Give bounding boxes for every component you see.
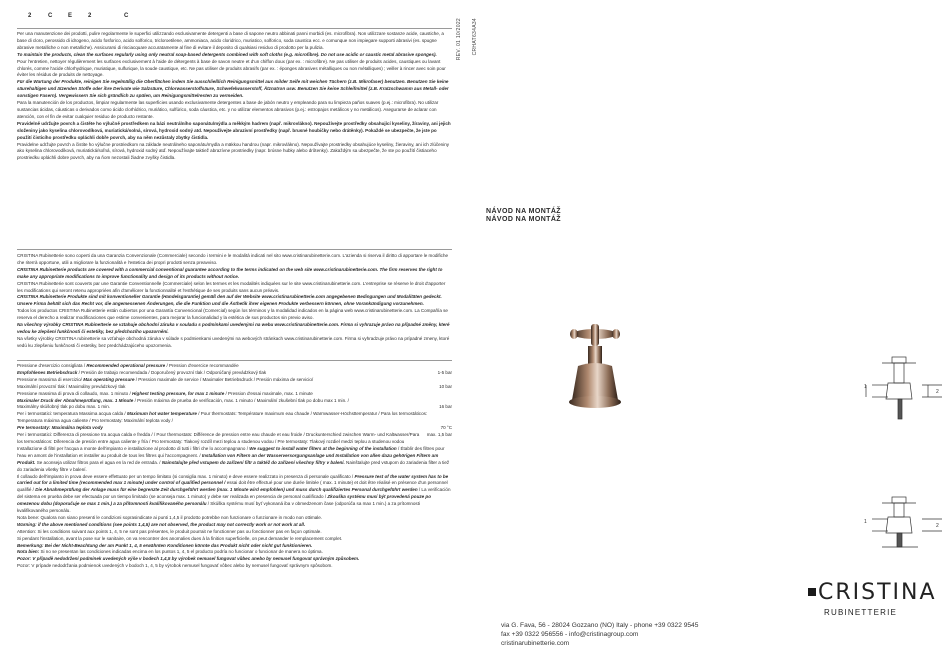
spec-row — [17, 404, 452, 411]
spec-row — [17, 398, 452, 405]
spec-text-tail: / Pression d'essai maximale, max. 1 minute — [224, 390, 313, 396]
logo-square-icon — [808, 588, 816, 596]
title-line-1: NÁVOD NA MONTÁŽ — [486, 208, 561, 215]
spec-text-tail: / Pression maximale de service / Maximaler Betriebsdruck / Presión máxima de servicio/ — [134, 376, 314, 382]
install-fr: / Établir des filtres pour l'eau en amont de l'installation et installer au produit de tous les filtres qui l'accompagnent. / — [17, 445, 445, 458]
note-es: Si no se presentan las condiciones indicadas encima en los puntos 1, 4, 5 el producto podría no funcionar o funcionar de manera no óptima. — [40, 549, 323, 555]
spec-text: Maximální provozní tlak / Maximálny prevádzkový tlak — [17, 383, 126, 389]
note-cz: Pozor: V případě nedodržení podmínek uvedených výše v bodech 1,4,5 by výrobek nemusel fungovat vůbec anebo by nemusel fungovat správným způsobem. — [17, 556, 360, 562]
cleaning-en: To maintain the products, clean the surfaces regularly using only neutral soap-based detergents combined with soft cloths (e.g. microfibre). Do not use acidic or caustic metal abrasive sponges). — [17, 51, 437, 57]
spec-row — [17, 432, 452, 446]
spec-label — [17, 377, 448, 384]
note-it: Nota bene: Qualora non siano presenti le condizioni soprasindicate ai punti 1,4,5 il prodotto potrebbe non funzionare o funzionare in modo non ottimale. — [17, 514, 323, 520]
handle-cross — [570, 324, 620, 346]
install-it: Installazione di filtri per l'acqua a monte dell'impianto e installazione al prodotto di tutti i filtri che lo accompagnano / — [17, 445, 248, 451]
header-mark: C — [48, 13, 53, 19]
test-fr: essai doit être effectué pour une durée limitée ( max. 1 minute) et doit être réalisé en présence d'un personnel qualifié / — [17, 480, 448, 493]
test-block — [17, 474, 452, 515]
contact-block — [501, 621, 698, 648]
spec-label — [17, 370, 434, 377]
note-fr: Attention: Si les conditions suivant aux points 1, 4, 5 ne sont pas présentes, le produit pourrait ne fonctionner pas ou fonctionner pas en façon optimale. — [17, 528, 322, 534]
header-mark: E — [68, 13, 73, 19]
spec-text-tail: / Pour thermostats: Température maximum eau chaude / Warmwasser-Höchsttemperatur / Para los termostáticos: Temperatura máxima agua caliente / Pro termostaty: Maximální teplota vody / — [17, 411, 428, 424]
spec-text-tail: / Pression d'exercice recommandée — [165, 363, 239, 368]
spec-text-tail: / Pour thermostats: Différence de pression entre eau chaude et eau froide / Druckunterschied zwischen Warm- und Kaltwasser/Para los termostáticos: Diferencia de presión entre agua caliente y fría / Pro termostaty: Tlakový rozdíl mezi teplou a studenou vodou / Pre termostaty: Tlakový rozdiel medzi teplou a studenou vodou — [17, 432, 420, 444]
install-en: We suggest to install water filters at the beginning of the installation — [249, 445, 397, 451]
spec-label — [17, 425, 437, 432]
revision-label: REV. 01 10/2022 — [456, 18, 462, 61]
warranty-it: CRISTINA Rubinetterie sono coperti da una Garanzia Convenzionale (Commerciale) secondo i termini e le modalità indicati nel sito www.cristinarubinetterie.com. L'azienda si riserva il diritto di apportare le modifiche che riterrà opportune, utili a migliorare la funzionalità e l'estetica dei propri prodotti senza preavviso. — [17, 253, 449, 265]
spec-row — [17, 377, 452, 384]
warranty-sk: Na všetky výrobky CRISTINA rubinetterie sa vzťahuje obchodná záruka v súlade s podmienkami uvedenými na webových stránkach www.cristinarubinetterie.com. Firma si vyhradzuje právo na prípadné zmeny, ktoré vedú ku zlepšeniu funkčnosti či estetiky, bez predchádzajúceho upozornenia. — [17, 335, 450, 348]
warranty-de: CRISTINA Rubinetterie Produkte sind mit konventioneller Garantie (Handelsgarantie) gemäß den auf der Website www.cristinarubinetterie.com angegebenen Bedingungen und Modalitäten gedeckt. Unsere Firma behält sich das Recht vor, die angemessenen Änderungen, die die Funktion und die Ästhetik ihrer eigenen Produkte verbessern können, ohne Vorankündigung vorzunehmen. — [17, 294, 442, 307]
brand-subtitle: RUBINETTERIE — [824, 608, 898, 617]
header-mark: 2 — [28, 13, 32, 19]
spec-text-bold: Pre termostaty: Maximálna teplota vody — [17, 425, 103, 431]
spec-text: Pressione d'esercizio consigliata / — [17, 363, 87, 368]
install-de: Installation von Filtern an der Wasserversorgungsanlage und Installation von allen dazu gehörigen Filtern am Produkt. — [17, 452, 439, 465]
test-es: / La verificación del sistema en prueba debe ser efectuada por un tiempo limitado (se aconseja max. 1 minuto) y debe ser realizada en presencia de personal cualificado / — [17, 487, 451, 500]
spec-label — [17, 404, 435, 411]
spec-value — [448, 377, 452, 384]
divider — [17, 28, 452, 29]
divider — [17, 360, 452, 361]
cleaning-es: Para la manutención de los productos, limpiar regularmente las superficies usando exclusivamente detergentes a base de jabón neutro y empleando para su limpieza paños suaves (p.ej.: microfibra). No utilizar sustancias ácidas, cáusticas o derivados como ácido clorhídrico, muriático, sulfúrico, soda cáustica, etc. y no utilizar elementos abrasivos (p.ej.: estropajos metálicos y no metálicos). Asegurarse de aclarar con atención, con el fin de evitar cualquier residuo de producto restante. — [17, 100, 439, 119]
spec-text: Pressione massima di prova di collaudo, max. 1 minuto / — [17, 390, 132, 396]
contact-website[interactable]: cristinarubinetterie.com — [501, 640, 570, 647]
cleaning-de: Für die Wartung der Produkte, reinigen Sie regelmäßig die Oberflächen indem Sie ausschließlich Reinigungsmittel aus milder Seife mit weichen Tüchern (z.B. Mikrofaser) benutzen. Benutzen Sie keine säurehaltigen und ätzenden Stoffe oder ihre Derivate wie Salzsäure, Chlorwasserstoffsäure, Schwefelwasserstoff, Ätznatron usw. Benutzen Sie keine Schleifmittel (z.B. Kratzschwamm aus Metall- oder sonstigen Fasern). Vergewissern Sie sich gründlich zu spülen, um Reinigungsmittelresten zu vermeiden. — [17, 79, 449, 99]
spec-value: 10 bar — [439, 383, 452, 389]
spec-text-bold: Highest testing pressure, for max 1 minute — [132, 390, 225, 396]
dim-label: 2 — [936, 523, 939, 529]
spec-text: Maximálny skúšobný tlak po dobu max. 1 min. — [17, 404, 111, 410]
spec-row — [17, 384, 452, 391]
spec-text: Pressione massima di esercizio/ — [17, 376, 84, 382]
dim-label: 1 — [864, 519, 867, 525]
doc-header-marks — [28, 13, 144, 19]
warranty-section — [17, 253, 452, 350]
spec-text-tail: / Presión máxima de prueba de verificación, max. 1 minuto / Maximální zkušební tlak po dobu max 1 min. / — [133, 397, 349, 403]
warranty-es: Todos los productos CRISTINA Rubinetterie están cubiertos por una Garantía Convencional (Comercial) según los términos y la modalidad indicados en la página web www.cristinarubinetterie.com. La Compañía se reserva el derecho a realizar modificaciones que estime convenientes, para mejorar la funcionalidad y la estética de sus productos sin previo aviso. — [17, 308, 448, 321]
warranty-en: CRISTINA Rubinetterie products are covered with a commercial conventional guarantee according to the terms indicated on the web site www.cristinarubinetterie.com. The firm reserves the right to make any appropriate modifications to improve functionality and design of its products without notice. — [17, 266, 443, 279]
spec-text-bold: Maximum hot water temperature — [126, 411, 197, 417]
note-en: Warning: if the above mentioned conditions (see points 1,4,5) are not observed, the product may not correctly work or not work at all. — [17, 521, 306, 527]
spec-value: 70 °C — [440, 425, 452, 431]
note-fr2: Si pendant l'installation, avant la pose sur le sanitaire, on va rencontrer des anomalies dues à la finition superficielle, on peut demander le remplacement complet. — [17, 535, 343, 541]
install-es: Se aconseja utilizar filtros para el agua en la red de entrada. / — [36, 459, 161, 465]
note-sk: Pozor: V prípade nedodržania podmienok uvedených v bodoch 1, 4, 5 by výrobok nemusel fungovať vôbec alebo by nemusel fungovať správnym spôsobom. — [17, 563, 333, 569]
header-mark: C — [124, 13, 129, 19]
install-sk: Nainštalujte pred vstupom do zariadenia filter a tiež do zariadenia všetky filtre v balení. — [17, 459, 450, 472]
spec-label — [17, 398, 448, 405]
spec-label — [17, 411, 448, 425]
document-code: CRHAT634A34 — [472, 18, 478, 56]
spec-text: Per i termostatici: Differenza di pressione tra acqua calda e fredda / — [17, 432, 154, 438]
test-de: Die Abnahmeprüfung der Anlage muss für eine begrenzte Zeit durchgeführt werden (max. 1 Minute wird empfohlen) und muss durch qualifiziertes Personal durchgeführt werden — [35, 487, 418, 493]
spec-text-bold: Max operating pressure — [83, 376, 135, 382]
spec-row — [17, 425, 452, 432]
spec-row — [17, 370, 452, 377]
technical-drawing-bottom — [862, 495, 947, 565]
contact-address: via G. Fava, 56 - 28024 Gozzano (NO) Italy - phone +39 0322 9545 — [501, 622, 699, 629]
note-de: Bemerkung: Bei der Nicht-Beachtung der am Punkt 1, 4, 5 erwähnten Konditionen könnte das Produkt nicht oder nicht gut funktionieren. — [17, 542, 313, 548]
cleaning-cz: Pravidelně udržujte povrch a čistěte ho výlučně prostředkem na bázi neutrálního saponátu/mýdla a měkkým hadrem (např. mikrovlákno). Nepoužívejte prostředky obsahující kyseliny, žíraviny, ani jejich složeniny jako kyselina chlorovodíková, muriatická/solná, sírová, hydroxid sodný atd. Nepoužívejte abrazivní prostředky (např. brusné houbičky nebo drátěnky). Pokaždé se ubezpečte, že jste po použití čisticího prostředku opláchli dobře povrch, aby na něm nezůstaly zbytky čistidla. — [17, 120, 451, 140]
spec-value — [448, 398, 452, 405]
technical-drawing-top — [862, 355, 947, 430]
spec-label — [17, 391, 448, 398]
spec-text-bold: Maximaler Druck der Abnahmeprüfung, max. 1 Minute — [17, 397, 134, 403]
spec-value: 1-5 bar — [437, 369, 452, 375]
spec-text: Per i termostatici: temperatura Massima acqua calda / — [17, 411, 127, 417]
dim-label: 1 — [864, 384, 867, 390]
spec-value: 16 bar — [439, 404, 452, 410]
spec-label — [17, 363, 448, 370]
note-es-label: Nota bien: — [17, 549, 41, 555]
warranty-cz: Na všechny výrobky CRISTINA Rubinetterie se vztahuje obchodní záruka v souladu s podmínkami uvedenými na webu www.cristinarubinetterie.com. Firma si vyhrazuje právo na případné změny, které vedou ke zlepšení funkčnosti či estetiky, bez předchozího upozornění. — [17, 322, 450, 334]
faucet-illustration — [560, 320, 630, 440]
spec-text-bold: Recommended operational pressure — [86, 363, 166, 368]
install-block — [17, 446, 452, 474]
cleaning-sk: Pravidelne udržujte povrch a čistite ho výlučne prostriedkom na základe neutrálneho saponátu/mydla a mäkkou handrou (napr. mikrovlákno). Nepoužívajte prostriedky obsahujúce kyseliny, žieraviny, ani ich zlúčeniny ako kyselina chlorovodíková, muriatická/soľná, sírová, hydroxid sodný atď. Nepoužívajte taktiež abrazívne prostriedky (napr. brúsne hubky alebo drôtenky). Zakaždým sa ubezpečte, že ste po použití čistiaceho prostriedku opláchli dobre povrch, aby na ňom nezostali žiadne zvyšky čistidla. — [17, 141, 450, 161]
specs-list — [17, 363, 452, 446]
contact-fax-email: fax +39 0322 956556 - info@cristinagroup.com — [501, 631, 639, 638]
spec-value — [448, 391, 452, 398]
test-sk: / Skúška systému musí byť vykonaná iba v obmedzenom čase (odporúča sa max 1 min.) a za prítomnosti kvalifikovaného personálu. — [17, 501, 420, 514]
spec-row — [17, 411, 452, 425]
cleaning-it: Per una manutenzione dei prodotti, pulire regolarmente le superfici utilizzando esclusivamente detergenti a base di sapone neutro abbinati panni morbidi (es. microfibra). Non utilizzare sostanze acide, caustiche, a base di cloro, perossido di idrogeno, acido fosforico, acido solforico, tricloroetilene, ammoniaca, acido cloridrico, muriatico, solforico, soda caustica ecc. e comunque non impiegare supporti abrasivi (es. spugne abrasive metalliche o non metalliche). Assicurarsi di risciacquare accuratamente al fine di evitare il deposito di qualsiasi residuo di prodotto per la pulizia. — [17, 31, 444, 50]
cleaning-section — [17, 31, 452, 162]
warranty-fr: CRISTINA Rubinetterie sont couverts par une Garantie Conventionnelle (Commerciale) selon les termes et les modalités indiquées sur le site www.cristinarubinetterie.com. L'entreprise se réserve le droit d'apporter les modifications qui seront retenu appropriées afin d'améliorer la fonctionnalité et l'esthétique de ses produits sans aucun préavis. — [17, 280, 446, 293]
spec-row — [17, 363, 452, 370]
brand-name: CRISTINA — [818, 580, 937, 605]
install-cz: Nainstalujte před vstupem do zařízení filtr a taktéž do zařízení všechny filtry v balení. — [161, 459, 345, 465]
base — [569, 396, 621, 408]
test-en: Pressure test of the water system has to be carried out for a limited time (recommended max 1 minute) under control of qualified personnel / — [17, 473, 449, 486]
spec-value — [448, 363, 452, 370]
spec-row — [17, 391, 452, 398]
header-mark: 2 — [88, 13, 92, 19]
test-it: Il collaudo dell'impianto in prova deve essere effettuato per un tempo limitato (si consiglia max. 1 minuto) e deve essere realizzato in presenza di personale qualificato / — [17, 473, 354, 479]
spec-label — [17, 432, 423, 446]
spec-text-tail: / Presión de trabajo recomendada / Doporučený provozní tlak / Odporúčaný prevádzkový tlak — [77, 369, 267, 375]
specs-section — [17, 363, 452, 570]
spec-value: max. 1,5 bar — [426, 432, 452, 438]
test-cz: Zkouška systému musí být provedená pouze po omezenou dobu (doporučuje se max 1 min.) a za přítomnosti kvalifikovaného personálu — [17, 494, 431, 507]
dim-label: 2 — [936, 389, 939, 395]
cleaning-fr: Pour l'entretien, nettoyer régulièrement les surfaces exclusivement à l'aide de détergents à base de savon neutre et d'un chiffon doux (par ex. : microfibre). Ne pas utiliser de produits acides, caustiques ou lavant chlorés, comme l'acide chlorhydrique, muriatique, sulfurique, la soude caustique, etc. Ne pas utiliser de produits abrasifs (par ex. : éponges abrasives métalliques ou non métalliques) ; veiller à rincer avec soin pour éviter les résidus de produits de nettoyage. — [17, 58, 446, 78]
spec-value — [448, 411, 452, 425]
spec-label — [17, 384, 435, 391]
spec-text-bold: Empfohlenes Betriebsdruck — [17, 369, 78, 375]
divider — [17, 249, 452, 250]
title-line-2: NÁVOD NA MONTÁŽ — [486, 216, 561, 223]
